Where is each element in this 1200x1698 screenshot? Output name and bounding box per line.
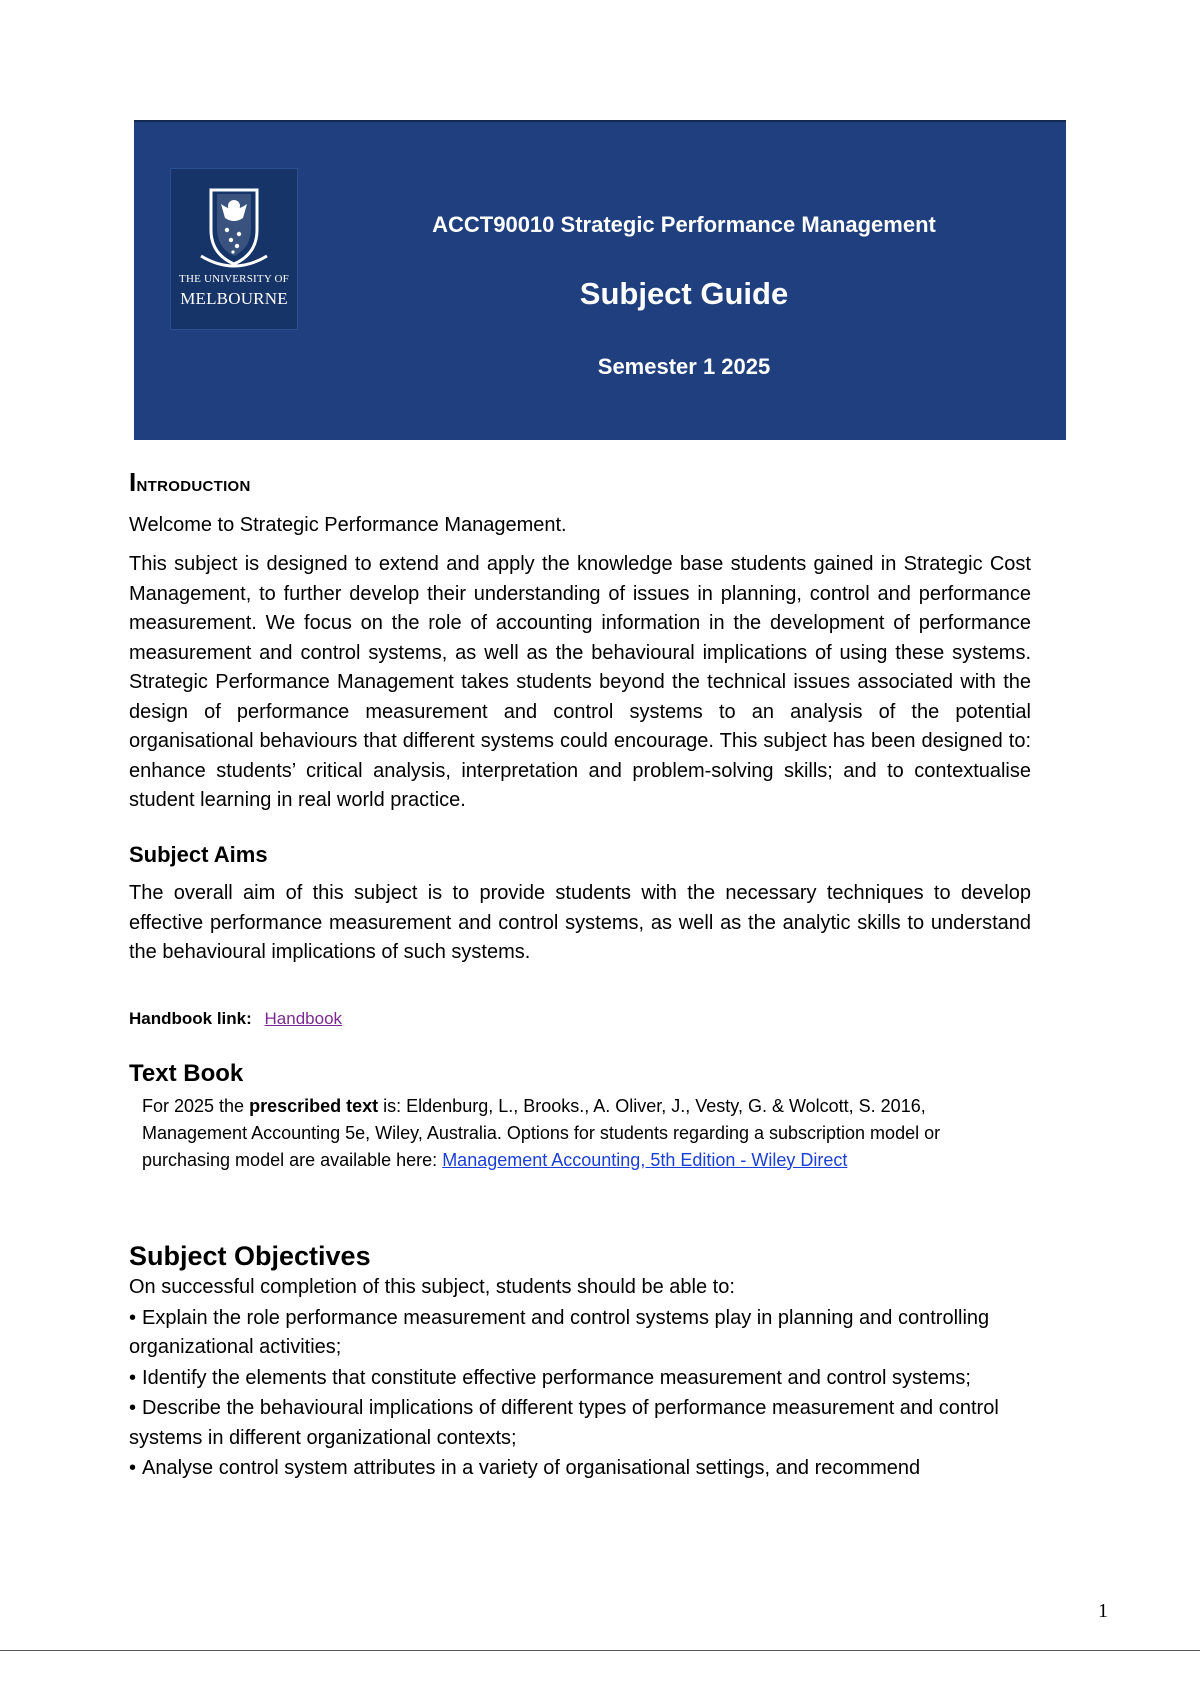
university-logo bbox=[170, 168, 298, 330]
objective-item: • Describe the behavioural implications of different types of performance measurement and control systems in different organizational contexts; bbox=[129, 1397, 999, 1449]
logo-line-2: MELBOURNE bbox=[180, 289, 288, 308]
subject-objectives-heading: Subject Objectives bbox=[129, 1240, 371, 1271]
welcome-text: Welcome to Strategic Performance Management. bbox=[129, 513, 567, 536]
subject-aims-paragraph: The overall aim of this subject is to provide students with the necessary techniques to develop effective performance measurement and control systems, as well as the analytic skills to understand the behavioural implications of such systems. bbox=[129, 882, 1031, 963]
bullet-icon: • bbox=[129, 1457, 137, 1479]
bullet-icon: • bbox=[129, 1397, 137, 1419]
course-title: ACCT90010 Strategic Performance Management bbox=[432, 212, 936, 237]
objective-item: • Explain the role performance measurement and control systems play in planning and controlling organizational activities; bbox=[129, 1306, 990, 1358]
page-number: 1 bbox=[1098, 1600, 1108, 1622]
introduction-paragraph: This subject is designed to extend and apply the knowledge base students gained in Strategic Cost Management, to further develop their understanding of issues in planning, control and performance measurement. We focus on the role of accounting information in the development of performance measurement and control systems, as well as the behavioural implications of using these systems. Strategic Performance Management takes students beyond the technical issues associated with the design of performance measurement and control systems to an analysis of the potential organisational behaviours that different systems could encourage. This subject has been designed to: enhance students’ critical analysis, interpretation and problem-solving skills; and to contextualise student learning in real world practice. bbox=[129, 553, 1031, 811]
wiley-direct-link[interactable]: Management Accounting, 5th Edition - Wiley Direct bbox=[442, 1149, 848, 1170]
handbook-link[interactable]: Handbook bbox=[264, 1008, 343, 1028]
header-banner bbox=[134, 120, 1066, 440]
objective-item: • Analyse control system attributes in a variety of organisational settings, and recommend bbox=[129, 1457, 921, 1479]
logo-line-1: THE UNIVERSITY OF bbox=[179, 273, 289, 285]
bullet-icon: • bbox=[129, 1306, 137, 1329]
objective-item: • Identify the elements that constitute effective performance measurement and control systems; bbox=[129, 1366, 971, 1389]
subject-aims-heading: Subject Aims bbox=[129, 841, 268, 867]
bullet-icon: • bbox=[129, 1366, 137, 1389]
handbook-line bbox=[129, 1004, 1031, 1034]
footer-divider bbox=[0, 1650, 1200, 1651]
handbook-label: Handbook link: bbox=[129, 1008, 252, 1028]
semester-label: Semester 1 2025 bbox=[597, 354, 771, 379]
textbook-heading: Text Book bbox=[129, 1060, 244, 1087]
introduction-heading: Introduction bbox=[129, 467, 251, 497]
crest-icon bbox=[197, 184, 271, 268]
objectives-intro: On successful completion of this subject, students should be able to: bbox=[129, 1276, 735, 1298]
document-body bbox=[129, 468, 1031, 1485]
document-title: Subject Guide bbox=[579, 276, 789, 311]
textbook-paragraph: For 2025 the prescribed text is: Eldenburg, L., Brooks., A. Oliver, J., Vesty, G. & Wolcott, S. 2016, Management Accounting 5e, Wiley, Australia. Options for students regarding a subscription model or purchasing model are available here: Management Accounting, 5th Edition - Wiley Direct bbox=[142, 1095, 941, 1170]
